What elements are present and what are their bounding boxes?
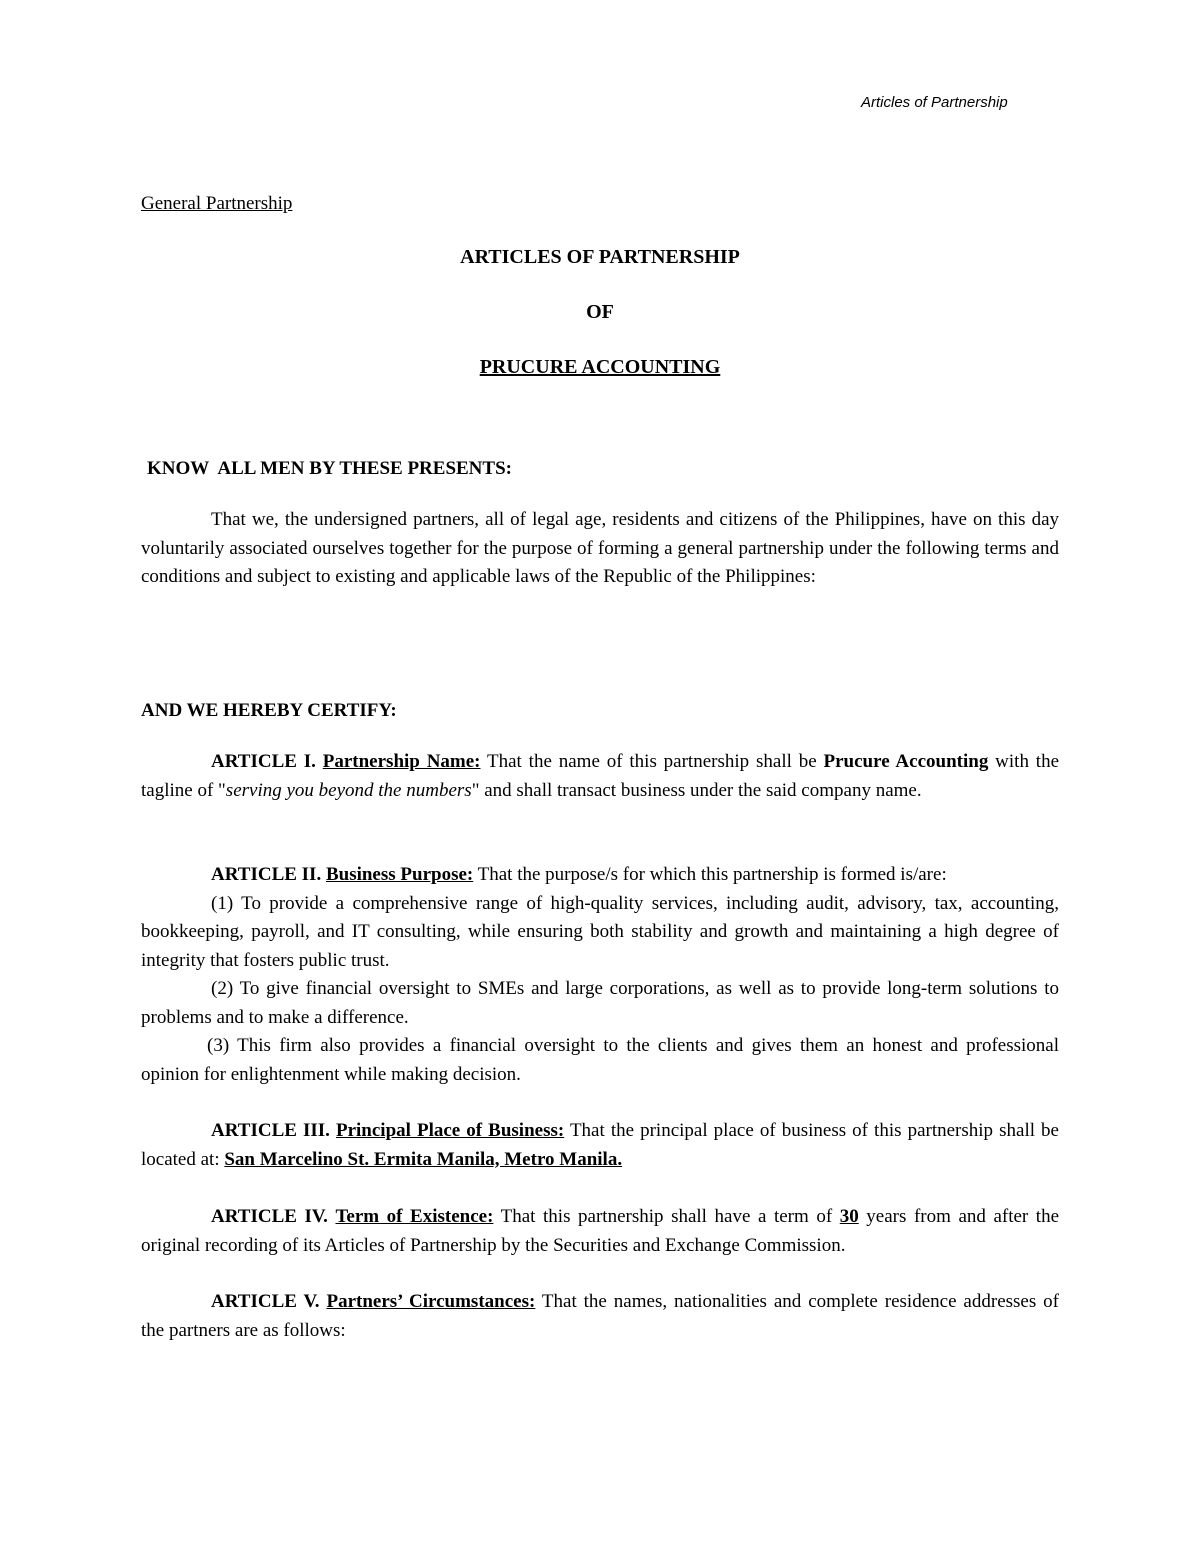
article-1-text-b: with the tagline of " [141, 751, 1060, 801]
know-all-heading: KNOW ALL MEN BY THESE PRESENTS: [147, 458, 512, 479]
article-4 [141, 1203, 1059, 1260]
title-line-1: ARTICLES OF PARTNERSHIP [460, 246, 740, 268]
article-3 [141, 1117, 1059, 1174]
term-years: 30 [839, 1206, 859, 1227]
purpose-item: (3) This firm also provides a financial oversight to the clients and gives them an honest and professional opinion for enlightenment while making decision. [141, 1035, 1059, 1085]
article-5 [141, 1288, 1059, 1345]
partnership-name: Prucure Accounting [823, 751, 989, 772]
article-4-text-b: years from and after the original recording of its Articles of Partnership by the Securities and Exchange Commission. [141, 1206, 1060, 1256]
purpose-item: (1) To provide a comprehensive range of high-quality services, including audit, advisory, tax, accounting, bookkeeping, payroll, and IT consulting, while ensuring both stability and growth and maintaining a high degree of integrity that fosters public trust. [141, 892, 1059, 971]
article-4-text-a: That this partnership shall have a term of [493, 1206, 840, 1227]
article-2-text: That the purpose/s for which this partnership is formed is/are: [473, 864, 947, 885]
article-1-heading: Partnership Name: [322, 751, 481, 772]
article-2 [141, 861, 1059, 1089]
document-type: General Partnership [141, 193, 293, 214]
tagline: serving you beyond the numbers [225, 779, 472, 801]
running-header: Articles of Partnership [861, 94, 1008, 111]
article-4-label: ARTICLE IV. [211, 1206, 328, 1227]
article-5-heading: Partners’ Circumstances: [326, 1291, 536, 1312]
title-line-2: OF [586, 301, 614, 323]
article-3-heading: Principal Place of Business: [335, 1120, 565, 1141]
article-1-text-c: " and shall transact business under the said company name. [471, 779, 922, 801]
purpose-item: (2) To give financial oversight to SMEs and large corporations, as well as to provide long-term solutions to problems and to make a difference. [141, 978, 1059, 1028]
article-3-text: That the principal place of business of this partnership shall be located at: [141, 1120, 1059, 1170]
article-3-label: ARTICLE III. [211, 1120, 330, 1141]
article-5-label: ARTICLE V. [211, 1291, 320, 1312]
article-4-heading: Term of Existence: [335, 1206, 494, 1227]
article-1 [141, 748, 1059, 805]
certify-heading: AND WE HEREBY CERTIFY: [141, 700, 397, 721]
title-line-3: PRUCURE ACCOUNTING [479, 356, 721, 378]
article-2-heading: Business Purpose: [325, 864, 474, 885]
article-5-text: That the names, nationalities and complete residence addresses of the partners are as follows: [141, 1291, 1060, 1341]
article-1-label: ARTICLE I. [211, 751, 316, 772]
intro-paragraph: That we, the undersigned partners, all of legal age, residents and citizens of the Philippines, have on this day voluntarily associated ourselves together for the purpose of forming a general partnership under the following terms and conditions and subject to existing and applicable laws of the Republic of the Philippines: [141, 509, 1059, 587]
article-1-text-a: That the name of this partnership shall be [480, 751, 824, 772]
article-2-label: ARTICLE II. [211, 864, 322, 885]
business-address: San Marcelino St. Ermita Manila, Metro Manila. [224, 1148, 623, 1170]
